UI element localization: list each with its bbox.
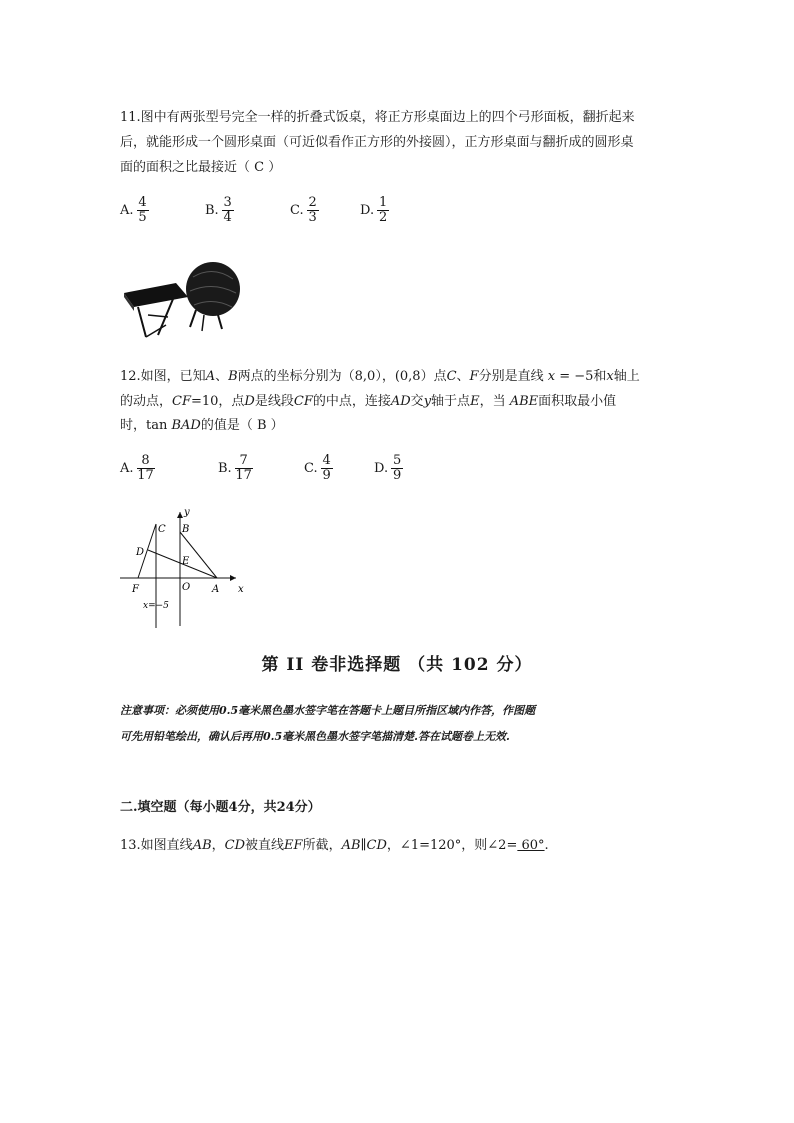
q12-option-d: D. $\frac{5}{9}$: [374, 453, 402, 483]
q11-line-3: 面的面积之比最接近（ C ）: [120, 160, 282, 175]
q12-option-b: B. $\frac{7}{17}$: [218, 453, 252, 483]
diagram-label-d: D: [136, 547, 145, 558]
diagram-label-o: O: [182, 582, 191, 593]
diagram-label-a: A: [212, 584, 220, 595]
q13-line: 13.如图直线AB，CD被直线EF所截，AB∥CD，∠1=120°，则∠2= 60°.: [120, 838, 549, 853]
diagram-label-x: x: [238, 584, 244, 595]
q12-line-2: 的动点，CF=10，点D是线段CF的中点，连接AD交y轴于点E，当 ABE面积取最小值: [120, 394, 617, 409]
diagram-label-f: F: [132, 584, 139, 595]
q12-coordinate-diagram: [112, 504, 247, 629]
q12-line-1: 12.如图，已知A、B两点的坐标分别为（8,0），(0,8）点C、F分别是直线 x = −5和x轴上: [120, 369, 640, 384]
q11-option-d: D. $\frac{1}{2}$: [360, 195, 388, 225]
q12-option-a: A. $\frac{8}{17}$: [120, 453, 154, 483]
q11-option-c: C. $\frac{2}{3}$: [290, 195, 317, 225]
q12-option-c: C. $\frac{4}{9}$: [304, 453, 331, 483]
q11-option-a: A. $\frac{4}{5}$: [120, 195, 147, 225]
section-2-title: 第 II 卷非选择题 （共 102 分）: [261, 655, 533, 675]
q12-line-3: 时，tan BAD的值是（ B ）: [120, 418, 284, 433]
diagram-label-line: x=−5: [143, 601, 169, 611]
q11-line-2: 后，就能形成一个圆形桌面（可近似看作正方形的外接圆），正方形桌面与翻折成的圆形桌: [120, 135, 634, 150]
q11-line-1: 11.图中有两张型号完全一样的折叠式饭桌，将正方形桌面边上的四个弓形面板，翻折起来: [120, 110, 635, 125]
diagram-label-y: y: [184, 507, 190, 518]
diagram-label-b: B: [182, 524, 190, 535]
fill-section-heading: 二.填空题（每小题4分，共24分）: [120, 800, 321, 815]
diagram-label-c: C: [158, 524, 166, 535]
parallel-symbol: ∥: [360, 838, 367, 853]
q13-answer: 60°: [517, 838, 545, 853]
notice-line-2: 可先用铅笔绘出，确认后再用0.5毫米黑色墨水签字笔描清楚.答在试题卷上无效.: [120, 730, 510, 743]
notice-line-1: 注意事项：必须使用0.5毫米黑色墨水签字笔在答题卡上题目所指区域内作答，作图题: [120, 704, 536, 717]
diagram-label-e: E: [182, 556, 190, 567]
folding-table-image: [118, 255, 248, 345]
q11-option-b: B. $\frac{3}{4}$: [205, 195, 232, 225]
